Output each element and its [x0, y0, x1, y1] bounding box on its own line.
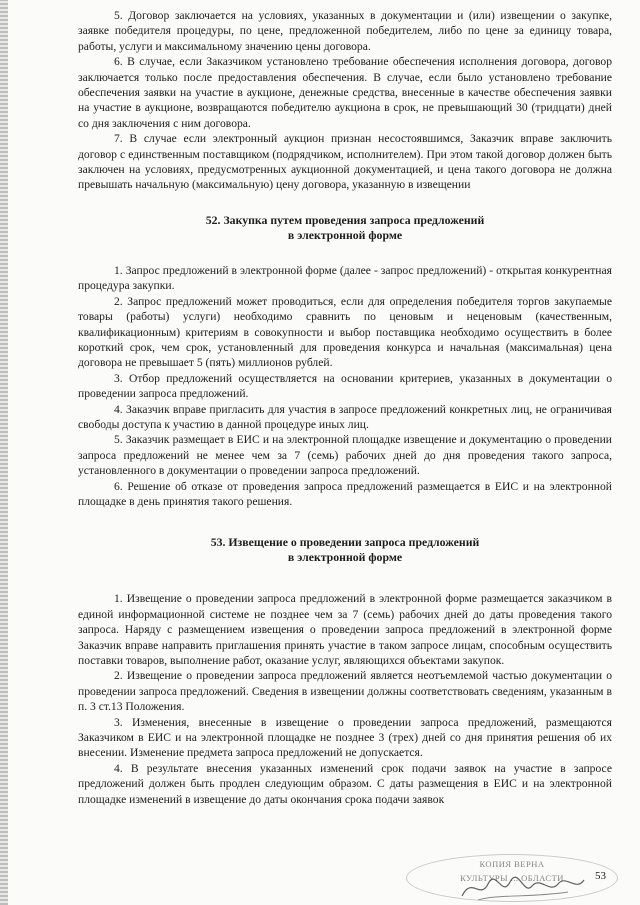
- section-52-heading: [78, 213, 612, 243]
- section-52-subtitle: в электронной форме: [287, 227, 403, 242]
- scan-edge: [0, 0, 8, 905]
- s53-item-2: 2. Извещение о проведении запроса предложений является неотъемлемой частью документации о проведении запроса предложений. Сведения в извещении должны соответствовать сведениям, указанным в п. 3 ст.13 Положения.: [78, 669, 612, 714]
- s52-item-6: 6. Решение об отказе от проведения запроса предложений размещается в ЕИС и на электронной площадке в день принятия такого решения.: [78, 479, 612, 508]
- page-footer: [78, 860, 612, 905]
- section-53-heading: [78, 535, 612, 565]
- section-53-subtitle: в электронной форме: [287, 550, 403, 565]
- page-number: 53: [595, 870, 606, 882]
- s52-item-5: 5. Заказчик размещает в ЕИС и на электронной площадке извещение и документацию о проведении запроса предложений не менее чем за 7 (семь) рабочих дней до дня проведения такого запроса, установленного в документации о проведении запроса предложений.: [78, 433, 612, 478]
- paragraph-6: 6. В случае, если Заказчиком установлено требование обеспечения исполнения договора, договор заключается только после предоставления обеспечения. В случае, если было установлено требование обеспечения заявки на участие в аукционе, денежные средства, внесенные в качестве обеспечения заявки на участие в аукционе, возвращаются победителю аукциона в срок, не превышающий 30 (тридцати) дней со дня заключения с ним договора.: [78, 55, 612, 130]
- s53-item-1: 1. Извещение о проведении запроса предложений в электронной форме размещается заказчиком в единой информационной системе не позднее чем за 7 (семь) рабочих дней до даты проведения такого запроса. Наряду с размещением извещения о проведении запроса предложений в электронной форме Заказчик вправе направить приглашения принять участие в таком запросе лицам, способным осуществить поставки товаров, выполнение работ, оказание услуг, являющихся объектами закупок.: [78, 592, 612, 667]
- s53-item-3: 3. Изменения, внесенные в извещение о проведении запроса предложений, размещаются Заказчиком в ЕИС и на электронной площадке не позднее 3 (трех) дней со дня принятия решения об их внесении. Изменение предмета запроса предложений не допускается.: [78, 715, 612, 760]
- handwritten-signature: [458, 870, 588, 904]
- s52-item-2: 2. Запрос предложений может проводиться, если для определения победителя торгов закупаемые товары (работы) услуги) необходимо сравнить по ценовым и неценовым (качественным, квалификационным) критериям в совокупности и выбор поставщика необходимо осуществить в более короткий срок, чем срок, установленный для проведения конкурса и начальная (максимальная) цена договора не превышает 5 (пять) миллионов рублей.: [78, 294, 612, 370]
- section-52-title: 52. Закупка путем проведения запроса предложений: [205, 212, 485, 227]
- paragraph-5: 5. Договор заключается на условиях, указанных в документации и (или) извещении о закупке, заявке победителя процедуры, по цене, предложенной победителем, либо по цене за единицу товара, работы, услуги и максимальному значению цены договора.: [78, 9, 612, 53]
- s53-item-4: 4. В результате внесения указанных изменений срок подачи заявок на участие в запросе предложений должен быть продлен следующим образом. С даты размещения в ЕИС и на электронной площадке изменений в извещение до даты окончания срока подачи заявок: [78, 761, 612, 806]
- section-53-title: 53. Извещение о проведении запроса предложений: [210, 535, 480, 550]
- document-page: [78, 8, 612, 807]
- stamp-text-bottom: КУЛЬТУРЫ ... ОБЛАСТИ: [460, 873, 564, 883]
- s52-item-1: 1. Запрос предложений в электронной форме (далее - запрос предложений) - открытая конкурентная процедура закупки.: [78, 263, 612, 293]
- s52-item-4: 4. Заказчик вправе пригласить для участия в запросе предложений конкретных лиц, не ограничивая свободы доступа к участию в данной процедуре иных лиц.: [78, 402, 612, 431]
- stamp-text-top: КОПИЯ ВЕРНА: [479, 859, 545, 869]
- s52-item-3: 3. Отбор предложений осуществляется на основании критериев, указанных в документации о проведении запроса предложений.: [78, 371, 612, 401]
- paragraph-7: 7. В случае если электронный аукцион признан несостоявшимся, Заказчик вправе заключить договор с единственным поставщиком (подрядчиком, исполнителем). При этом такой договор должен быть заключен на условиях, предусмотренных аукционной документацией, и цена такого договора не должна превышать начальную (максимальную) цену договора, указанную в извещении: [78, 132, 612, 192]
